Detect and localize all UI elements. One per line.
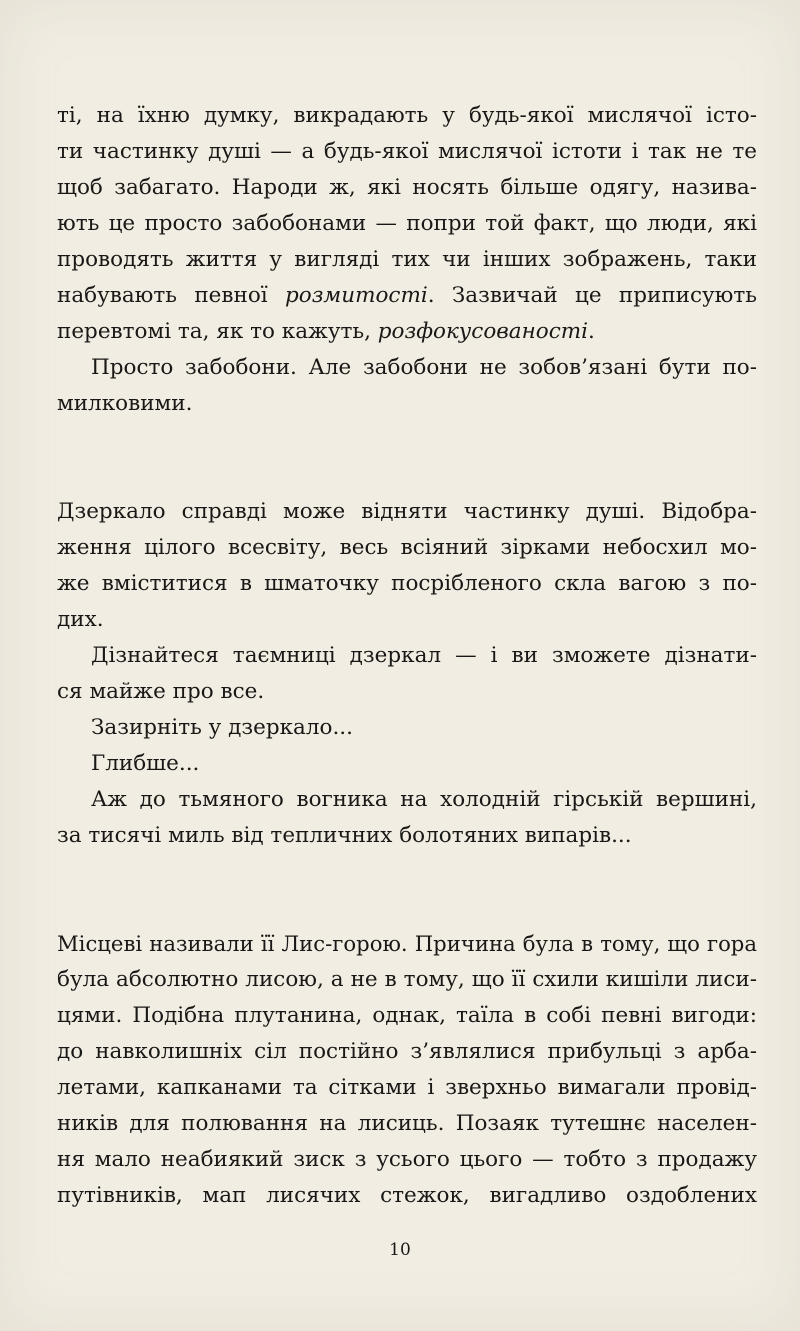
text-line: Місцеві називали її Лис-горою. Причина була в тому, що гора — [57, 931, 757, 956]
text-line: до навколишніх сіл постійно з’являлися прибульці з арба- — [57, 1039, 757, 1064]
text-line: путівників, мап лисячих стежок, вигадливо оздоблених — [57, 1183, 757, 1208]
text-line: летами, капканами та сітками і зверхньо вимагали провід- — [57, 1075, 757, 1100]
text-run: перевтомі та, як то кажуть, — [57, 319, 378, 344]
text-line: ті, на їхню думку, викрадають у будь-якої мислячої істо- — [57, 103, 757, 128]
text-line: Зазирніть у дзеркало... — [91, 715, 353, 740]
italic-text: розфокусованості — [377, 319, 589, 344]
text-line: милковими. — [57, 391, 193, 416]
text-line: Дзеркало справді може відняти частинку душі. Відобра- — [57, 499, 757, 524]
text-line: Аж до тьмяного вогника на холодній гірській вершині, — [91, 787, 757, 812]
text-line: Глибше... — [91, 751, 200, 776]
text-line: ня мало неабиякий зиск з усього цього — тобто з продажу — [57, 1147, 757, 1172]
italic-text: розмитості — [284, 283, 428, 308]
text-line: цями. Подібна плутанина, однак, таїла в собі певні вигоди: — [57, 1003, 757, 1028]
text-line: ють це просто забобонами — попри той факт, що люди, які — [57, 211, 757, 236]
text-line: ся майже про все. — [57, 679, 265, 704]
text-line — [57, 314, 595, 350]
page-number: 10 — [389, 1240, 411, 1260]
text-line: ників для полювання на лисиць. Позаяк тутешнє населен- — [57, 1111, 757, 1136]
text-line: же вміститися в шматочку посрібленого скла вагою з по- — [57, 571, 757, 596]
text-run: . Зазвичай це приписують — [427, 283, 757, 308]
text-line: Дізнайтеся таємниці дзеркал — і ви зможете дізнати- — [91, 643, 757, 668]
text-line: щоб забагато. Народи ж, які носять більше одягу, назива- — [57, 175, 757, 200]
text-line: проводять життя у вигляді тих чи інших зображень, таки — [57, 247, 757, 272]
text-line — [57, 278, 757, 314]
text-line: за тисячі миль від тепличних болотяних випарів... — [57, 823, 632, 848]
text-line: дих. — [57, 607, 104, 632]
text-line: ти частинку душі — а будь-якої мислячої істоти і так не те — [57, 139, 757, 164]
text-run: . — [588, 319, 595, 344]
text-line: Просто забобони. Але забобони не зобов’язані бути по- — [91, 355, 757, 380]
text-line: була абсолютно лисою, а не в тому, що її схили кишіли лиси- — [57, 967, 757, 992]
text-line: ження цілого всесвіту, весь всіяний зірками небосхил мо- — [57, 535, 757, 560]
text-run: набувають певної — [57, 283, 285, 308]
page-text — [57, 0, 757, 1331]
